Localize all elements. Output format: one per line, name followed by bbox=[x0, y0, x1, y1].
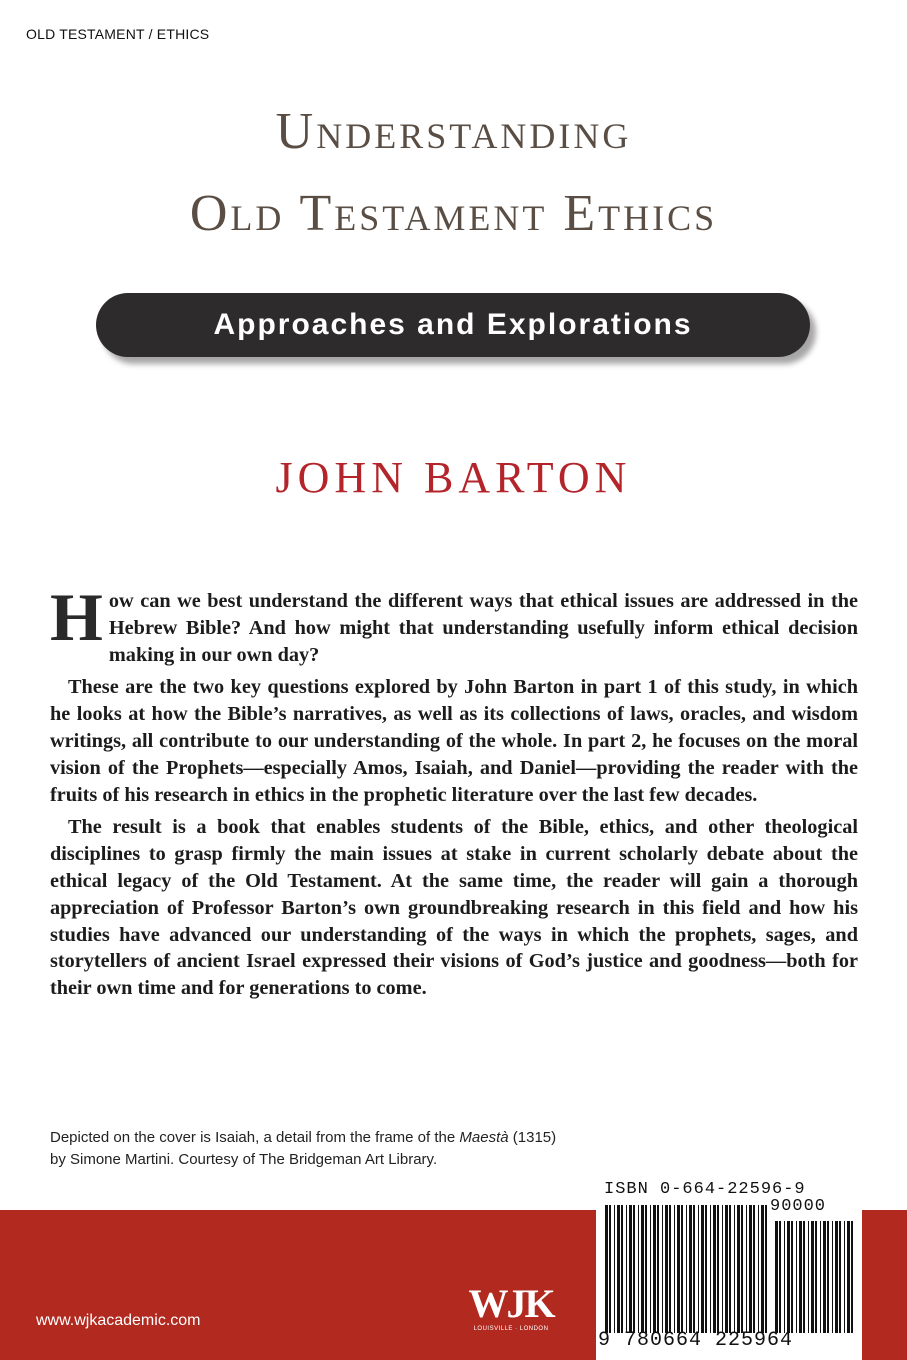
credit-work-title: Maestà bbox=[459, 1129, 509, 1146]
subtitle-banner bbox=[96, 293, 810, 357]
cover-credit bbox=[50, 1127, 570, 1171]
drop-cap: H bbox=[50, 579, 103, 655]
publisher-logo-sub: LOUISVILLE · LONDON bbox=[473, 1326, 549, 1332]
blurb-paragraph-1 bbox=[50, 579, 858, 668]
barcode-addon-bars bbox=[774, 1221, 856, 1333]
credit-text-1: Depicted on the cover is Isaiah, a detail from the frame of the bbox=[50, 1129, 460, 1146]
blurb-paragraph-3: The result is a book that enables students of the Bible, ethics, and other theological disciplines to grasp firmly the main issues at stake in current scholarly debate about the ethical legacy of the Old Testament. At the same time, the reader will gain a thorough appreciation of Professor Barton’s own groundbreaking research in this field and how his studies have advanced our understanding of the ways in which the prophets, sages, and storytellers of ancient Israel expressed their visions of God’s justice and goodness—both for their own time and for generations to come. bbox=[50, 816, 858, 1000]
barcode bbox=[596, 1197, 862, 1360]
category-label: OLD TESTAMENT / ETHICS bbox=[26, 26, 210, 42]
website-link[interactable]: www.wjkacademic.com bbox=[36, 1312, 201, 1329]
publisher-logo-mark: WJK bbox=[468, 1281, 554, 1326]
isbn-number: ISBN 0-664-22596-9 bbox=[604, 1180, 806, 1199]
blurb-paragraph-1-text: ow can we best understand the different ways that ethical issues are addressed in the Hebrew Bible? And how might that understanding usefully inform ethical decision making in our own day? bbox=[108, 590, 858, 666]
credit-text-2: (1315) by Simone Martini. Courtesy of The Bridgeman Art Library. bbox=[50, 1129, 557, 1168]
blurb-paragraph-2: These are the two key questions explored by John Barton in part 1 of this study, in which he looks at how the Bible’s narratives, as well as its collections of laws, oracles, and wisdom writings, all contribute to our understanding of the whole. In part 2, he focuses on the moral vision of the Prophets—especially Amos, Isaiah, and Daniel—providing the reader with the fruits of his research in ethics in the prophetic literature over the last few decades. bbox=[50, 676, 858, 806]
book-title-line2: Old Testament Ethics bbox=[189, 185, 718, 242]
barcode-addon-number: 90000 bbox=[770, 1197, 827, 1216]
publisher-logo bbox=[466, 1282, 556, 1340]
barcode-main-bars bbox=[604, 1205, 772, 1333]
barcode-ean-number: 9 780664 225964 bbox=[598, 1329, 794, 1352]
subtitle-text: Approaches and Explorations bbox=[213, 308, 693, 341]
book-description bbox=[50, 579, 858, 1008]
book-title-line1: Understanding bbox=[275, 103, 632, 160]
author-name: JOHN BARTON bbox=[275, 453, 632, 502]
